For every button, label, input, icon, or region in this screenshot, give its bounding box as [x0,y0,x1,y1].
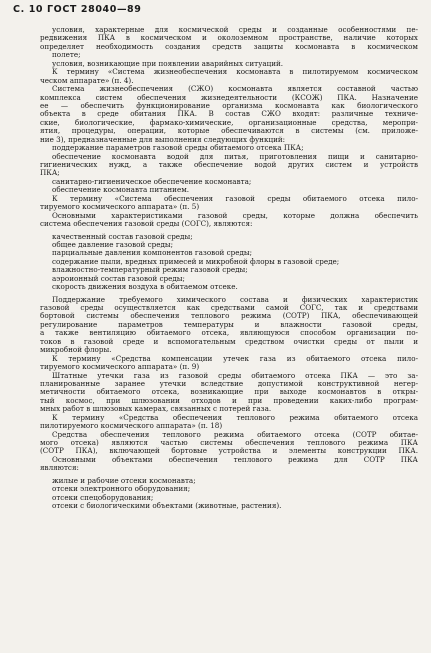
text-line: мого отсека) являются частью системы обеспечения теплового режима ПКА [40,438,418,447]
document-body [40,26,418,511]
text-line: общее давление газовой среды; [52,239,174,249]
text-line: жилые и рабочие отсеки космонавта; [52,475,196,485]
text-line: метичности обитаемого отсека, возникающие при выходе космонавтов в откры- [40,387,418,397]
text-line: отсеки спецоборудования; [52,492,154,502]
text-line: (СОТР ПКА), включающей бортовые устройства и элементы конструкции ПКА. [40,446,418,456]
text-line: ские, биологические, фармако-химические, организационные средства, меропри- [40,117,418,127]
text-line: отсеки электронного оборудования; [52,484,191,494]
text-line: К термину «Система обеспечения газовой среды обитаемого отсека пило- [52,193,418,203]
text-line: система обеспечения газовой среды (СОГС), являются: [40,219,253,229]
text-line: ятия, процедуры, операции, которые обеспечиваются в системы (см. приложе- [40,126,418,136]
text-line: парциальные давления компонентов газовой среды; [52,248,253,258]
text-line: пилотируемого космического аппарата» (п. 18) [40,421,223,431]
text-line: Основными характеристиками газовой среды, которые должна обеспечить [52,210,418,220]
text-line: а также вентиляцию обитаемого отсека, являющуюся способом организации по- [40,328,418,338]
text-line: отсеки с биологическими объектами (животные, растения). [52,501,282,511]
text-line: газовой среды осуществляется как средствами самой СОГС, так и средствами [40,303,418,312]
text-line: тируемого космического аппарата» (п. 9) [40,362,200,372]
text-line: планированные заранее утечки вследствие допустимой конструктивной негер- [40,378,418,388]
text-line: К термину «Средства обеспечения теплового режима обитаемого отсека [52,412,418,422]
text-line: мных работ в шлюзовых камерах, связанных с потерей газа. [40,404,272,414]
text-line: объекта в среде обитания ПКА. В состав СЖО входят: различные техниче- [40,109,418,119]
text-line: ее — обеспечить функционирование организма космонавта как биологического [40,100,418,110]
text-line: Система жизнеобеспечения (СЖО) космонавта является составной частью [52,84,418,94]
text-line: гигиенических нужд, а также обеспечение водой других систем и устройств [40,160,418,169]
text-line: полете; [52,50,81,60]
text-line: условия, характерные для космической среды и созданные особенностями пе- [52,25,418,34]
text-line: ние 3), предназначенные для выполнения следующих функций: [40,134,286,144]
text-line: поддержание параметров газовой среды обитаемого отсека ПКА; [52,143,304,153]
text-line: качественный состав газовой среды; [52,231,193,241]
text-line: условия, возникающие при появлении аварийных ситуаций. [52,58,284,68]
text-line: комплекса систем обеспечения жизнедеятельности (КСОЖ) ПКА. Назначение [40,92,418,102]
text-line: обеспечение космонавта питанием. [52,185,190,195]
text-line: влажностно-температурный режим газовой среды; [52,265,248,275]
text-line: редвижения ПКА в космическом и околоземном пространстве, наличие которых [40,33,418,43]
text-line: Штатные утечки газа из газовой среды обитаемого отсека ПКА — это за- [52,370,418,380]
text-line: обеспечение космонавта водой для питья, приготовления пищи и санитарно- [52,151,418,161]
text-line: ПКА; [40,168,60,178]
text-line: токов в газовой среде и вспомогательным средством очистки среды от пыли и [40,336,418,346]
text-line: аэроионный состав газовой среды; [52,273,185,283]
text-line: К термину «Средства компенсации утечек газа из обитаемого отсека пило- [52,353,418,363]
text-line: регулирование параметров температуры и влажности газовой среды, [40,319,418,329]
text-line: микробной флоры. [40,345,112,355]
text-line: определяет необходимость создания средств защиты космонавта в космическом [40,41,418,51]
text-line: бортовой системы обеспечения теплового режима (СОТР) ПКА, обеспечивающей [40,311,418,321]
text-line: К термину «Система жизнеобеспечения космонавта в пилотируемом космическом [52,67,418,77]
text-line: ческом аппарате» (п. 4). [40,75,134,85]
text-line: санитарно-гигиеническое обеспечение космонавта; [52,176,252,186]
text-line: содержание пыли, вредных примесей и микробной флоры в газовой среде; [52,256,340,266]
text-line: скорость движения воздуха в обитаемом отсеке. [52,282,238,292]
text-line: Поддержание требуемого химического состава и физических характеристик [52,294,418,304]
text-line: являются: [40,463,79,473]
text-line: тируемого космического аппарата» (п. 5) [40,202,200,212]
page-header: С. 10 ГОСТ 28040—89 [13,4,142,15]
text-line: Средства обеспечения теплового режима обитаемого отсека (СОТР обитае- [52,429,418,439]
text-line: Основными объектами обеспечения теплового режима для СОТР ПКА [52,454,418,464]
text-line: тый космос, при шлюзовании отходов и при проведении каких-либо програм- [40,395,418,405]
